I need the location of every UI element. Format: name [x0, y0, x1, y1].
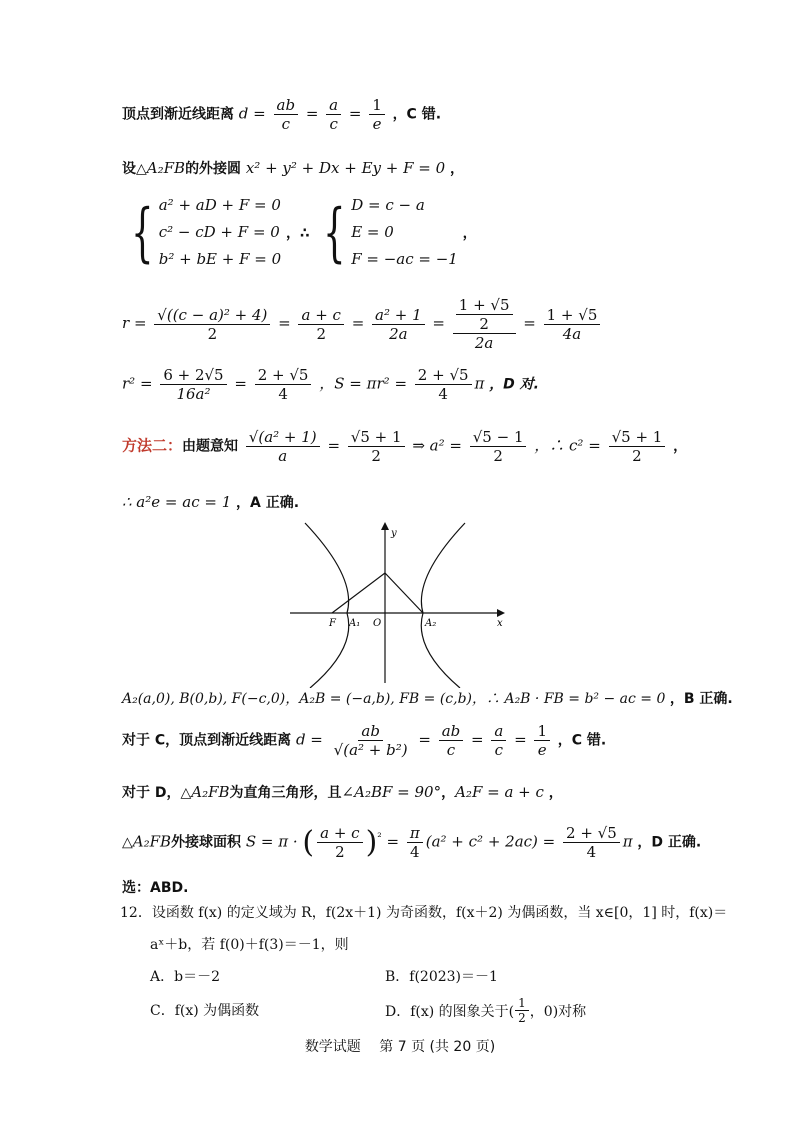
system-left [122, 192, 281, 273]
x-axis-arrow [497, 609, 505, 617]
text-prefix: △ [122, 834, 133, 851]
page-footer: 数学试题 第 7 页 (共 20 页) [304, 1039, 496, 1055]
fraction-a-c: $\frac{a}{c}$ [326, 96, 341, 133]
radius-line: r = $\frac{\text{√((c − a)² + 4)}}{2}$ = $\frac{a + c}{2}$ = $\frac{\text{a² + 1}}{2a}$ = $\frac{\frac{1 + √5}{2}}{2a}$ = $\frac{1 + √5}{4a}$ [122, 296, 603, 352]
option-c-analysis: 对于 C，顶点到渐近线距离 d = $\frac{ab}{\text{√(a² + b²)}}$ = $\frac{ab}{c}$ = $\frac{a}{c}$ = $\frac{1}{e}$ ，C 错. [122, 722, 607, 759]
hyperbola-graph [285, 518, 525, 688]
pi-symbol: π [474, 374, 485, 393]
equals: = [386, 832, 400, 851]
text-prefix: 顶点到渐近线距离 [122, 106, 234, 123]
triangle-name: A₂FB [146, 159, 186, 177]
vectors-line [122, 688, 733, 708]
triangle-name: A₂FB [191, 783, 230, 801]
text-suffix: ，D 对. [489, 376, 540, 393]
text-prefix: 对于 D，△ [122, 785, 192, 801]
text-suffix: ，A 正确. [236, 495, 300, 511]
text-prefix: 设△ [122, 161, 147, 177]
text-suffix: ，C 错. [392, 106, 442, 123]
fraction-area-3: $\frac{2 + √5}{4}$ [415, 366, 472, 403]
fraction-m2-4: $\frac{√5 + 1}{2}$ [609, 428, 666, 465]
fraction-radius-5: $\frac{1 + √5}{4a}$ [544, 306, 601, 343]
nested-fraction: $\frac{1 + √5}{2}$ [456, 296, 513, 333]
method-two-label: 方法二： [122, 436, 183, 455]
text-suffix: ，C 错. [557, 732, 607, 749]
origin-label: O [373, 618, 382, 629]
fraction-area-1: $\frac{6 + 2√5}{\text{16a²}}$ [160, 366, 226, 403]
area-mid: ，S = πr² = [319, 374, 408, 393]
system-left-row: c² − cD + F = 0 [158, 223, 280, 241]
system-right-rows [351, 192, 458, 273]
triangle-name: A₂FB [132, 832, 172, 851]
fraction-ab-c: $\frac{ab}{c}$ [274, 96, 299, 133]
fraction-c-3: $\frac{a}{c}$ [491, 722, 506, 759]
separator: ， [441, 785, 456, 801]
system-right-row: D = c − a [351, 196, 425, 214]
left-brace: { [131, 195, 154, 270]
equation-system [122, 192, 477, 273]
area-line: r² = $\frac{6 + 2√5}{\text{16a²}}$ = $\frac{2 + √5}{4}$ ，S = πr² = $\frac{2 + √5}{4}$ π ，D 对. [122, 366, 540, 403]
system-left-rows [159, 192, 281, 273]
conclusion-math: ∴ a²e = ac = 1 [122, 493, 232, 511]
pi-symbol: π [622, 832, 633, 851]
fraction-m2-1: $\frac{\text{√(a² + 1)}}{a}$ [246, 428, 320, 465]
fraction-s-paren: $\frac{a + c}{2}$ [317, 824, 362, 861]
square-exp: ² [377, 830, 382, 844]
hyperbola-right-branch [421, 523, 465, 688]
vectors-math: A₂(a,0), B(0,b), F(−c,0)，A₂B = (−a,b), FB = (c,b)，∴ A₂B · FB = b² − ac = 0 [122, 691, 666, 707]
circle-equation: x² + y² + Dx + Ey + F = 0 [245, 159, 446, 177]
q12-line1: 12．设函数 f(x) 的定义域为 R，f(2x＋1) 为奇函数，f(x＋2) 为偶函数，当 x∈[0，1] 时，f(x)＝ [120, 905, 728, 921]
fraction-area-2: $\frac{2 + √5}{4}$ [255, 366, 312, 403]
text-suffix: ， [548, 785, 563, 801]
point-a1-label: A₁ [349, 618, 361, 629]
q12-line2: aˣ＋b，若 f(0)＋f(3)＝－1，则 [150, 937, 349, 953]
system-left-row: a² + aD + F = 0 [158, 196, 281, 214]
answer-line: 选：ABD. [122, 880, 189, 896]
text-suffix: ， [449, 161, 464, 177]
r-lhs: r = [122, 314, 147, 332]
text-suffix: ，D 正确. [637, 834, 702, 851]
text-suffix: ， [462, 225, 477, 242]
right-brace: { [323, 195, 347, 270]
option-d-analysis [122, 782, 563, 802]
option-b: B．f(2023)＝－1 [385, 969, 498, 985]
circumcircle-line [122, 158, 464, 178]
system-left-row: b² + bE + F = 0 [158, 250, 282, 268]
option-a: A．b＝－2 [150, 969, 220, 985]
fraction-s-1: $\frac{\pi}{4}$ [407, 824, 423, 861]
text-suffix: ，B 正确. [669, 691, 733, 707]
fraction-radius-2: $\frac{a + c}{2}$ [298, 306, 343, 343]
fraction-radius-4: $\frac{\frac{1 + √5}{2}}{2a}$ [453, 296, 516, 352]
s-lhs: S = π · [245, 832, 298, 851]
system-right-row: E = 0 [351, 223, 394, 241]
right-angle: ∠A₂BF = 90° [341, 783, 442, 801]
fraction-m2-2: $\frac{√5 + 1}{2}$ [348, 428, 405, 465]
x-axis-label: x [497, 618, 503, 629]
fraction-radius-1: $\frac{\text{√((c − a)² + 4)}}{2}$ [154, 306, 270, 343]
fraction-half: $\frac{1}{2}$ [515, 996, 529, 1026]
vertex-distance-line: 顶点到渐近线距离 d = $\frac{ab}{c}$ = $\frac{a}{c}$ = $\frac{1}{e}$ ，C 错. [122, 96, 442, 133]
left-paren: ( [302, 825, 315, 860]
math-d: d = [238, 104, 266, 123]
conclusion-a [122, 492, 299, 512]
option-d [385, 996, 586, 1026]
fraction-s-2: $\frac{2 + √5}{4}$ [563, 824, 620, 861]
math-d: d = [295, 730, 323, 749]
fraction-m2-3: $\frac{√5 - 1}{2}$ [470, 428, 527, 465]
system-right [314, 192, 457, 273]
text-prefix: 对于 C，顶点到渐近线距离 [122, 732, 292, 749]
y-axis-label: y [391, 528, 397, 539]
therefore-c2: ，∴ c² = [534, 436, 601, 455]
implies-expression: ⇒ a² = [412, 436, 462, 455]
text-mid: 的外接圆 [185, 161, 242, 177]
option-c: C．f(x) 为偶函数 [150, 1003, 260, 1019]
y-axis-arrow [381, 522, 389, 530]
fraction-1-e: $\frac{1}{e}$ [369, 96, 385, 133]
text-mid: 外接球面积 [171, 834, 242, 851]
sphere-area-line [122, 824, 701, 861]
therefore-separator: ，∴ [285, 225, 310, 242]
option-d-prefix: D．f(x) 的图象关于( [385, 1003, 515, 1020]
segment-ba2 [385, 573, 423, 613]
point-a2-label: A₂ [425, 618, 437, 629]
fraction-c-2: $\frac{ab}{c}$ [439, 722, 464, 759]
text-suffix: ， [673, 438, 688, 455]
system-right-row: F = −ac = −1 [351, 250, 458, 268]
text-mid: 为直角三角形，且 [229, 785, 342, 801]
r-squared-lhs: r² = [122, 374, 153, 393]
point-f-label: F [329, 618, 336, 629]
right-paren: ) [365, 825, 378, 860]
option-d-suffix: ，0)对称 [529, 1003, 587, 1020]
fraction-c-4: $\frac{1}{e}$ [534, 722, 550, 759]
text-prefix: 由题意知 [182, 438, 239, 455]
fraction-radius-3: $\frac{\text{a² + 1}}{2a}$ [372, 306, 425, 343]
fraction-c-1: $\frac{ab}{\text{√(a² + b²)}}$ [333, 722, 408, 759]
segment-fb [332, 573, 385, 613]
sphere-expansion: (a² + c² + 2ac) = [425, 832, 556, 851]
hypotenuse-eq: A₂F = a + c [455, 783, 544, 801]
method-two-line: 方法二：由题意知 $\frac{\text{√(a² + 1)}}{a}$ = $\frac{√5 + 1}{2}$ ⇒ a² = $\frac{√5 - 1}{2}$ ，∴ c² = $\frac{√5 + 1}{2}$ ， [122, 428, 688, 465]
